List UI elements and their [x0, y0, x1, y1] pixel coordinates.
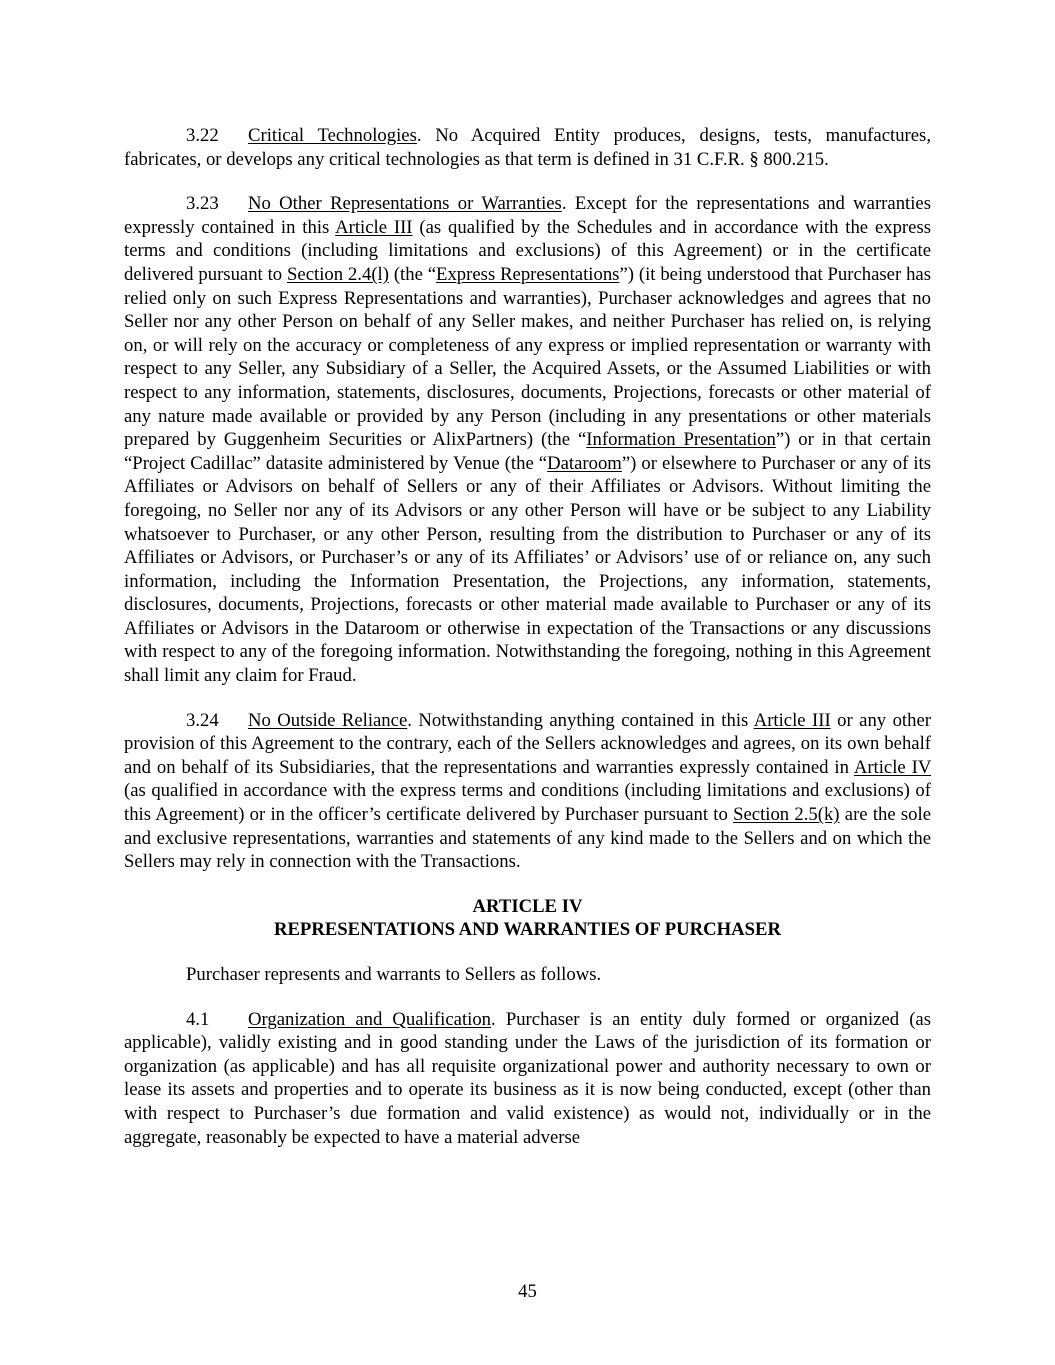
cross-reference: Section 2.4(l) [287, 263, 389, 285]
section-heading: No Outside Reliance [248, 709, 408, 731]
section-text: or any other provision of this Agreement to the contrary, each of the Sellers acknowledges and agrees, on its own behalf and on behalf of its Subsidiaries, that the representations and warranties expressly contained in [124, 709, 931, 778]
section-text: (the “ [388, 263, 437, 285]
page-number: 45 [518, 1281, 537, 1302]
defined-term: Dataroom [547, 452, 622, 474]
section-text: . No Acquired Entity produces, designs, tests, manufactures, fabricates, or develops any critical technologies as that term is defined in 31 C.F.R. § 800.215. [124, 125, 931, 170]
article-heading [124, 895, 931, 942]
section-heading: No Other Representations or Warranties [248, 193, 562, 215]
article-number: ARTICLE IV [472, 895, 583, 917]
defined-term: Express Representations [436, 263, 620, 285]
cross-reference: Section 2.5(k) [733, 804, 840, 826]
section-3-22 [124, 124, 931, 171]
section-text: ”) or elsewhere to Purchaser or any of its Affiliates or Advisors on behalf of Sellers or any of their Affiliates or Advisors. Without limiting the foregoing, no Seller nor any of its Advisors or any other Person will have or be subject to any Liability whatsoever to Purchaser, or any other Person, resulting from the distribution to Purchaser or any of its Affiliates or Advisors, or Purchaser’s or any of its Affiliates’ or Advisors’ use of or reliance on, any such information, including the Information Presentation, the Projections, any information, statements, disclosures, documents, Projections, forecasts or other material made available to Purchaser or any of its Affiliates or Advisors in the Dataroom or otherwise in expectation of the Transactions or any discussions with respect to any of the foregoing information. Notwithstanding the foregoing, nothing in this Agreement shall limit any claim for Fraud. [124, 452, 931, 687]
section-text: (as qualified in accordance with the express terms and conditions (including limitations and exclusions) of this Agreement) or in the officer’s certificate delivered by Purchaser pursuant to [124, 780, 931, 826]
section-text: are the sole and exclusive representations, warranties and statements of any kind made to the Sellers and on which the Sellers may rely in connection with the Transactions. [124, 804, 932, 873]
cross-reference: Article III [335, 216, 413, 238]
section-3-24 [124, 709, 931, 874]
section-heading: Critical Technologies [248, 125, 417, 146]
section-number: 3.23 [186, 193, 219, 215]
cross-reference: Article III [753, 709, 831, 731]
article-title: REPRESENTATIONS AND WARRANTIES OF PURCHASER [273, 919, 782, 941]
section-text: . Except for the representations and warranties expressly contained in this [124, 193, 931, 238]
section-number: 4.1 [186, 1008, 210, 1030]
section-heading: Organization and Qualification [248, 1008, 492, 1030]
section-text: . Purchaser is an entity duly formed or organized (as applicable), validly existing and in good standing under the Laws of the jurisdiction of its formation or organization (as applicable) and has all requisite organizational power and authority necessary to own or lease its assets and properties and to operate its business as it is now being conducted, except (other than with respect to Purchaser’s due formation and valid existence) as would not, individually or in the aggregate, reasonably be expected to have a material adverse [124, 1008, 931, 1148]
defined-term: Information Presentation [586, 429, 776, 451]
section-4-1 [124, 1008, 931, 1150]
document-page [124, 124, 931, 1170]
cross-reference: Article IV [853, 756, 931, 778]
section-text: (as qualified by the Schedules and in accordance with the express terms and conditions (including limitations and exclusions) of this Agreement) or in the certificate delivered pursuant to [124, 216, 931, 285]
section-text: ”) (it being understood that Purchaser has relied only on such Express Representations and warranties), Purchaser acknowledges and agrees that no Seller nor any other Person on behalf of any Seller makes, and neither Purchaser has relied on, is relying on, or will rely on the accuracy or completeness of any express or implied representation or warranty with respect to any Seller, any Subsidiary of a Seller, the Acquired Assets, or the Assumed Liabilities or with respect to any information, statements, disclosures, documents, Projections, forecasts or other material of any nature made available or provided by any Person (including in any presentations or other materials prepared by Guggenheim Securities or AlixPartners) (the “ [124, 263, 931, 451]
section-text: ”) or in that certain “Project Cadillac” datasite administered by Venue (the “ [124, 429, 931, 474]
section-text: . Notwithstanding anything contained in this [407, 709, 754, 731]
section-number: 3.24 [186, 709, 219, 731]
section-number: 3.22 [186, 125, 219, 146]
article-intro: Purchaser represents and warrants to Sellers as follows. [186, 964, 602, 985]
section-3-23 [124, 192, 931, 687]
